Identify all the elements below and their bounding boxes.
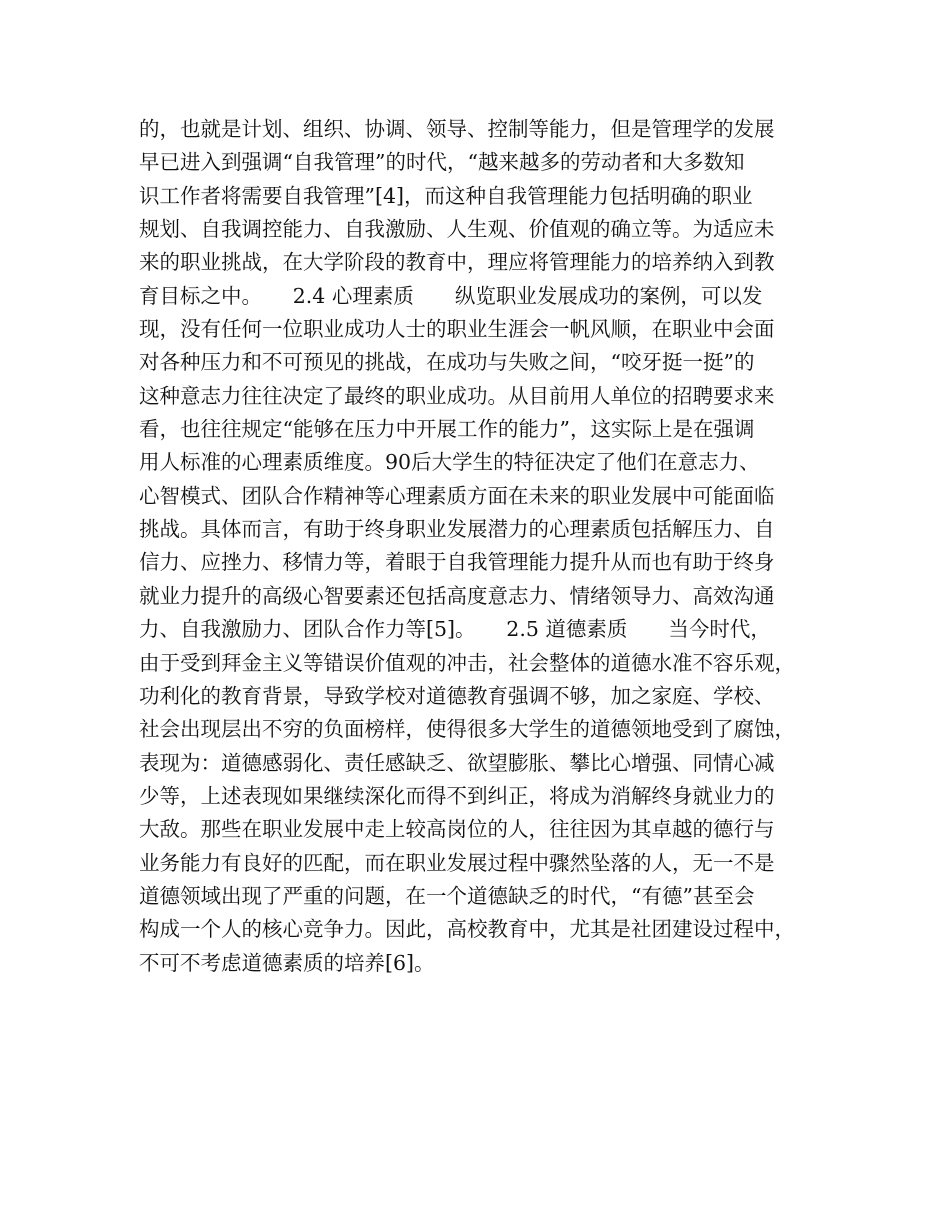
- text-line: 就业力提升的高级心智要素还包括高度意志力、情绪领导力、高效沟通: [139, 583, 775, 608]
- text-line: 大敌。那些在职业发展中走上较高岗位的人，往往因为其卓越的德行与: [139, 817, 775, 842]
- text-line: 业务能力有良好的匹配，而在职业发展过程中骤然坠落的人，无一不是: [139, 850, 775, 875]
- text-line: 少等，上述表现如果继续深化而得不到纠正，将成为消解终身就业力的: [139, 783, 775, 808]
- text-line: 心智模式、团队合作精神等心理素质方面在未来的职业发展中可能面临: [139, 483, 775, 508]
- text-line: 的，也就是计划、组织、协调、领导、控制等能力，但是管理学的发展: [139, 117, 775, 141]
- body-text: [139, 113, 829, 980]
- text-line: 挑战。具体而言，有助于终身职业发展潜力的心理素质包括解压力、自: [139, 517, 775, 542]
- text-line: 这种意志力往往决定了最终的职业成功。从目前用人单位的招聘要求来: [139, 383, 775, 408]
- text-line: 规划、自我调控能力、自我激励、人生观、价值观的确立等。为适应未: [139, 217, 775, 242]
- text-line: 信力、应挫力、移情力等，着眼于自我管理能力提升从而也有助于终身: [139, 550, 775, 575]
- text-line: 表现为：道德感弱化、责任感缺乏、欲望膨胀、攀比心增强、同情心减: [139, 750, 775, 775]
- text-line: 道德领域出现了严重的问题，在一个道德缺乏的时代，“有德”甚至会: [139, 883, 755, 908]
- text-line: 对各种压力和不可预见的挑战，在成功与失败之间，“咬牙挺一挺”的: [139, 350, 755, 375]
- text-line: 构成一个人的核心竞争力。因此，高校教育中，尤其是社团建设过程中，: [139, 917, 795, 942]
- text-line: 用人标准的心理素质维度。90后大学生的特征决定了他们在意志力、: [139, 450, 760, 475]
- text-line: 由于受到拜金主义等错误价值观的冲击，社会整体的道德水准不容乐观，: [139, 650, 795, 675]
- text-line: 社会出现层出不穷的负面榜样，使得很多大学生的道德领地受到了腐蚀，: [139, 717, 795, 742]
- text-line: 早已进入到强调“自我管理”的时代，“越来越多的劳动者和大多数知: [139, 150, 745, 175]
- text-line: 来的职业挑战，在大学阶段的教育中，理应将管理能力的培养纳入到教: [139, 250, 775, 275]
- text-line: 识工作者将需要自我管理”[4]，而这种自我管理能力包括明确的职业: [139, 183, 753, 208]
- text-line: 力、自我激励力、团队合作力等[5]。 2.5 道德素质 当今时代，: [139, 617, 771, 642]
- text-line: 现，没有任何一位职业成功人士的职业生涯会一帆风顺，在职业中会面: [139, 317, 775, 342]
- text-line: 功利化的教育背景，导致学校对道德教育强调不够，加之家庭、学校、: [139, 683, 775, 708]
- text-line: 育目标之中。 2.4 心理素质 纵览职业发展成功的案例，可以发: [139, 283, 763, 308]
- text-line: 不可不考虑道德素质的培养[6]。: [139, 950, 435, 975]
- text-line: 看，也往往规定“能够在压力中开展工作的能力”，这实际上是在强调: [139, 417, 755, 442]
